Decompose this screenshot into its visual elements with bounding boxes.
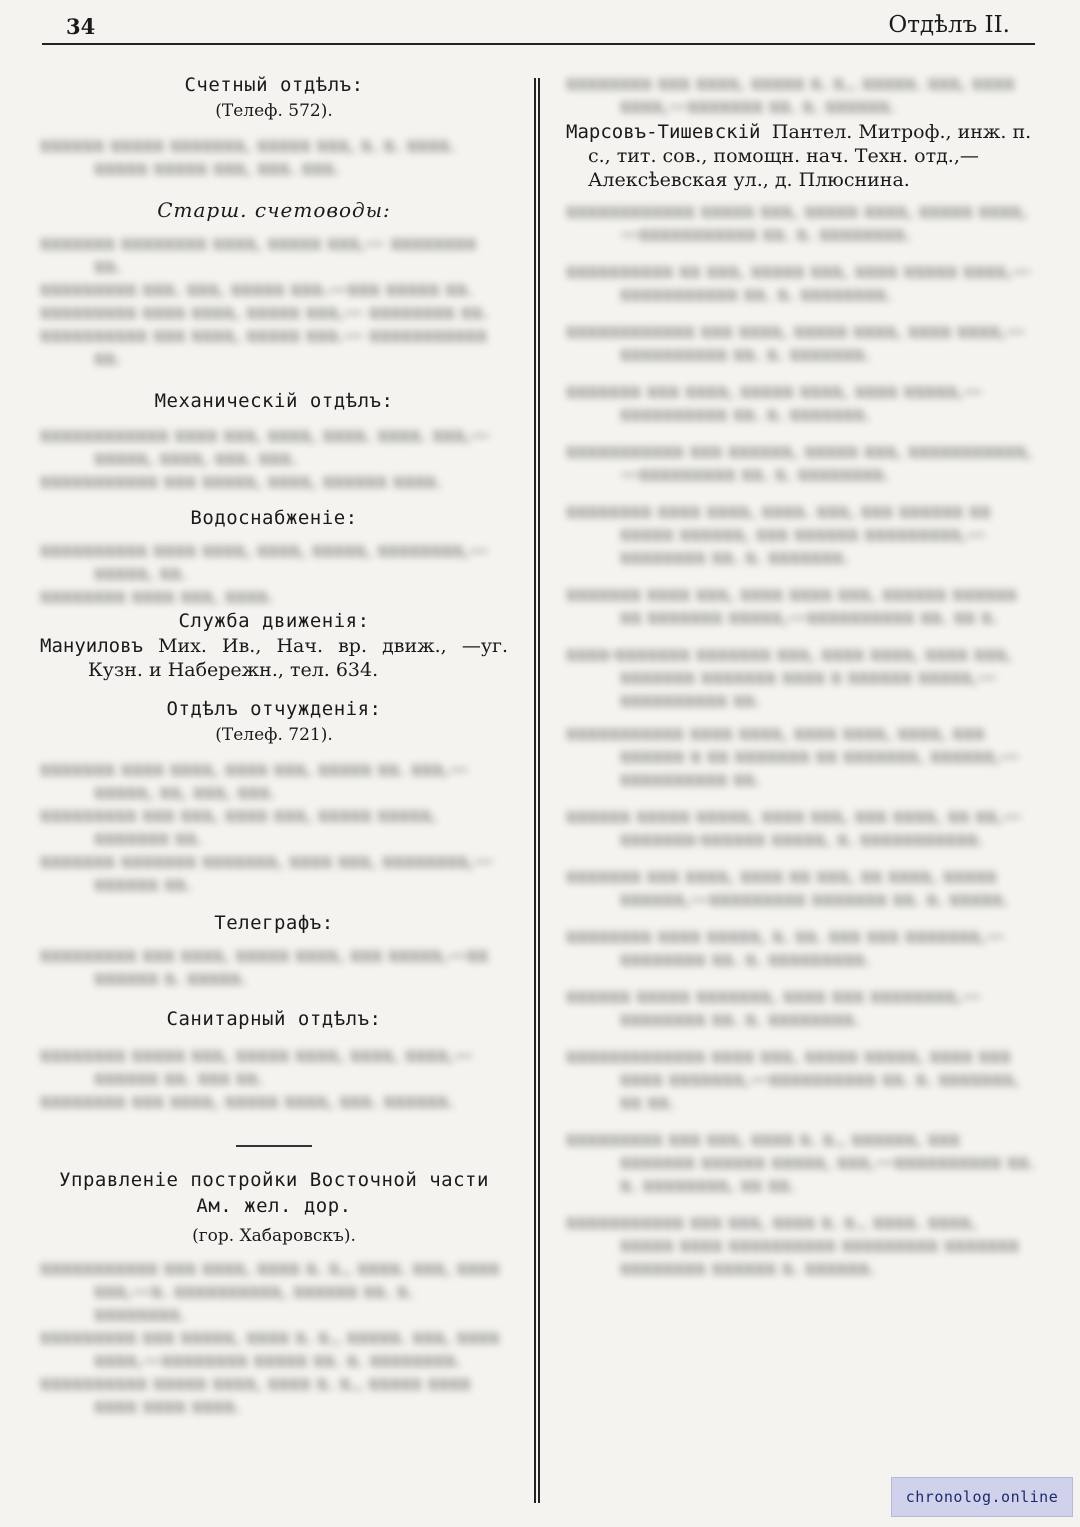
blurred-entries: xxxxxxxxxxxx xxxxx xxx, xxxxx xxxx, xxxxx xxxx,—xxxxxxxxxxx xx. x. xxxxxxxx. xxxxxxxxxx xx xxx, xxxxx xxx, xxxx xxxxx xxxx,—xxxxxxxxxxx xx. x. xxxxxxxx. xxxxxxxxxxxx xxx xxxx, xxxxx xxxx, xxxx xxxx,—xxxxxxxxxx xx. x. xxxxxxx. xxxxxxx xxx xxxx, xxxxx xxxx, xxxx xxxxx,—xxxxxxxxxx xx. x. xxxxxxx. xxxxxxxxxxx xxx xxxxxx, xxxxx xxx, xxxxxxxxxxx,—xxxxxxxxx xx. x. xxxxxxxx. xxxxxxxx xxxx xxxx, xxxx. xxx, xxx xxxxxx xx xxxxx xxxxxx, xxx xxxxxx xxxxxxxxx,—xxxxxxxx xx. x. xxxxxxx. xxxxxxx xxxx xxx, xxxx xxxx xxx, xxxxxx xxxxxx xx xxxxxxx xxxxx,—xxxxxxxxxx xx. xx x. xxxx-xxxxxxx xxxxxxx xxx, xxxx xxxx, xxxx xxx, xxxxxxx xxxxxxx xxxx x xxxxxx xxxxx,—xxxxxxxxxx xx. xxxxxxxxxxx xxxx xxxx, xxxx xxxx, xxxx, xxx xxxxxx x xx xxxxxxx xx xxxxxxx, xxxxxx,—xxxxxxxxxx xx. xxxxxx xxxxx xxxxx, xxxx xxx, xxx xxxx, xx xx,—xxxxxxx-xxxxxx xxxxx, x. xxxxxxxxxxx. xxxxxxx xxx xxxx, xxxx xx xxx, xx xxxx, xxxxx xxxxxx,—xxxxxxxxx xxxxxxx xx. x. xxxxx. xxxxxxxx xxxx xxxxx, x. xx. xxx xxx xxxxxxx,—xxxxxxxx xx. x. xxxxxxxxx. xxxxxx xxxxx xxxxxxx, xxxx xxx xxxxxxxx,—xxxxxxxx xx. x. xxxxxxxx. xxxxxxxxxxxxx xxxx xxx, xxxxx xxxxx, xxxx xxx xxxx xxxxxxx,—xxxxxxxxxx xx. x. xxxxxxx, xx xx. xxxxxxxxx xxx xxx, xxxx x. x., xxxxxx, xxx xxxxxxx xxxxxx xxxxx, xxx,—xxxxxxxxxx xx. x. xxxxxxxx, xx xx. xxxxxxxxxxx xxx xxx, xxxx x. x., xxxx. xxxx, xxxxx xxxx xxxxxxxxxx xxxxxxxxx xxxxxxx xxxxxxxx xxxxxx x. xxxxxx. <box>566 200 1035 1279</box>
traffic-entry-name: Мануиловъ <box>40 635 143 657</box>
right-entry-name: Марсовъ-Тишевскій <box>566 121 761 143</box>
header-rule <box>42 43 1035 45</box>
right-column <box>566 58 1036 1280</box>
right-visible-entry <box>566 120 1036 192</box>
heading-alienation: Отдѣлъ отчужденія: <box>166 698 382 720</box>
heading-senior-accountants: Старш. счетоводы: <box>157 198 391 222</box>
section-title: Отдѣлъ II. <box>888 12 1010 38</box>
heading-construction-line1: Управленіе постройки Восточной части <box>59 1169 489 1191</box>
blurred-entries: xxxxxxxx xxx xxxx, xxxxx x. x., xxxxx. xxx, xxxx xxxx,—xxxxxxx xx. x. xxxxxx. <box>566 72 1015 117</box>
blurred-entries: xxxxxxxxx xxx xxxx, xxxxx xxxx, xxx xxxxx,—xx xxxxxx x. xxxxx. <box>40 944 489 989</box>
heading-telegraph: Телеграфъ: <box>214 912 334 934</box>
heading-sanitary: Санитарный отдѣлъ: <box>166 1008 382 1030</box>
left-column <box>40 58 508 1418</box>
column-divider-right <box>538 78 540 1503</box>
page-number: 34 <box>66 14 96 39</box>
watermark-badge <box>891 1477 1073 1517</box>
blurred-entries: xxxxxx xxxxx xxxxxxx, xxxxx xxx, x. x. xxxx. xxxxx xxxxx xxx, xxx. xxx. <box>40 134 456 179</box>
column-divider-left <box>534 78 536 1503</box>
heading-mechanical: Механическій отдѣлъ: <box>154 390 394 412</box>
heading-water: Водоснабженіе: <box>190 507 358 529</box>
watermark-text: chronolog.online <box>905 1488 1059 1506</box>
heading-traffic: Служба движенія: <box>178 610 370 632</box>
blurred-entries: xxxxxxxxxxx xxx xxxx, xxxx x. x., xxxx. xxx, xxxx xxx,—x. xxxxxxxxxx, xxxxxx xx. x. xxxxxxxx. xxxxxxxxx xxx xxxxx, xxxx x. x., xxxxx. xxx, xxxx xxxx,—xxxxxxxx xxxxx xx. x. xxxxxxxx. xxxxxxxxxx xxxxx xxxx, xxxx x. x., xxxxx xxxx xxxx xxxx xxxx. <box>40 1257 500 1417</box>
construction-city: (гор. Хабаровскъ). <box>192 1226 356 1246</box>
blurred-entries: xxxxxxxxxxxx xxxx xxx, xxxx, xxxx. xxxx. xxx,—xxxxx, xxxx, xxx. xxx. xxxxxxxxxxx xxx xxxxx, xxxx, xxxxxx xxxx. <box>40 424 490 492</box>
traffic-entry-text: Мих. Ив., Нач. вр. движ., —уг. Кузн. и Набережн., тел. 634. <box>88 635 508 681</box>
heading-accounting: Счетный отдѣлъ: <box>184 74 364 96</box>
blurred-entries: xxxxxxx xxxxxxxx xxxx, xxxxx xxx,— xxxxxxxx xx. xxxxxxxxx xxx. xxx, xxxxx xxx.—xxx xxxxx xx. xxxxxxxxx xxxx xxxx, xxxxx xxx,— xxxxxxxx xx. xxxxxxxxxx xxx xxxx, xxxxx xxx.— xxxxxxxxxxx xx. <box>40 232 489 369</box>
blurred-entries: xxxxxxxx xxxxx xxx, xxxxx xxxx, xxxx, xxxx,—xxxxxx xx. xxx xx. xxxxxxxx xxx xxxx, xxxxx xxxx, xxx. xxxxxx. <box>40 1044 474 1112</box>
phone-accounting: (Телеф. 572). <box>215 101 333 121</box>
blurred-entries: xxxxxxx xxxx xxxx, xxxx xxx, xxxxx xx. xxx,—xxxxx, xx, xxx, xxx. xxxxxxxxx xxx xxx, xxxx xxx, xxxxx xxxxx, xxxxxxx xx. xxxxxxx xxxxxxx xxxxxxx, xxxx xxx, xxxxxxxx,—xxxxxx xx. <box>40 758 494 895</box>
phone-alienation: (Телеф. 721). <box>215 725 333 745</box>
traffic-entry <box>40 634 508 682</box>
blurred-entries: xxxxxxxxxx xxxx xxxx, xxxx, xxxxx, xxxxxxxx,—xxxxx, xx. xxxxxxxx xxxx xxx, xxxx. <box>40 539 489 607</box>
heading-construction-line2: Ам. жел. дор. <box>196 1195 352 1217</box>
right-entry-text: Пантел. Митроф., инж. п. с., тит. сов., помощн. нач. Техн. отд.,—Алексѣевская ул., д. Плюснина. <box>588 121 1032 191</box>
